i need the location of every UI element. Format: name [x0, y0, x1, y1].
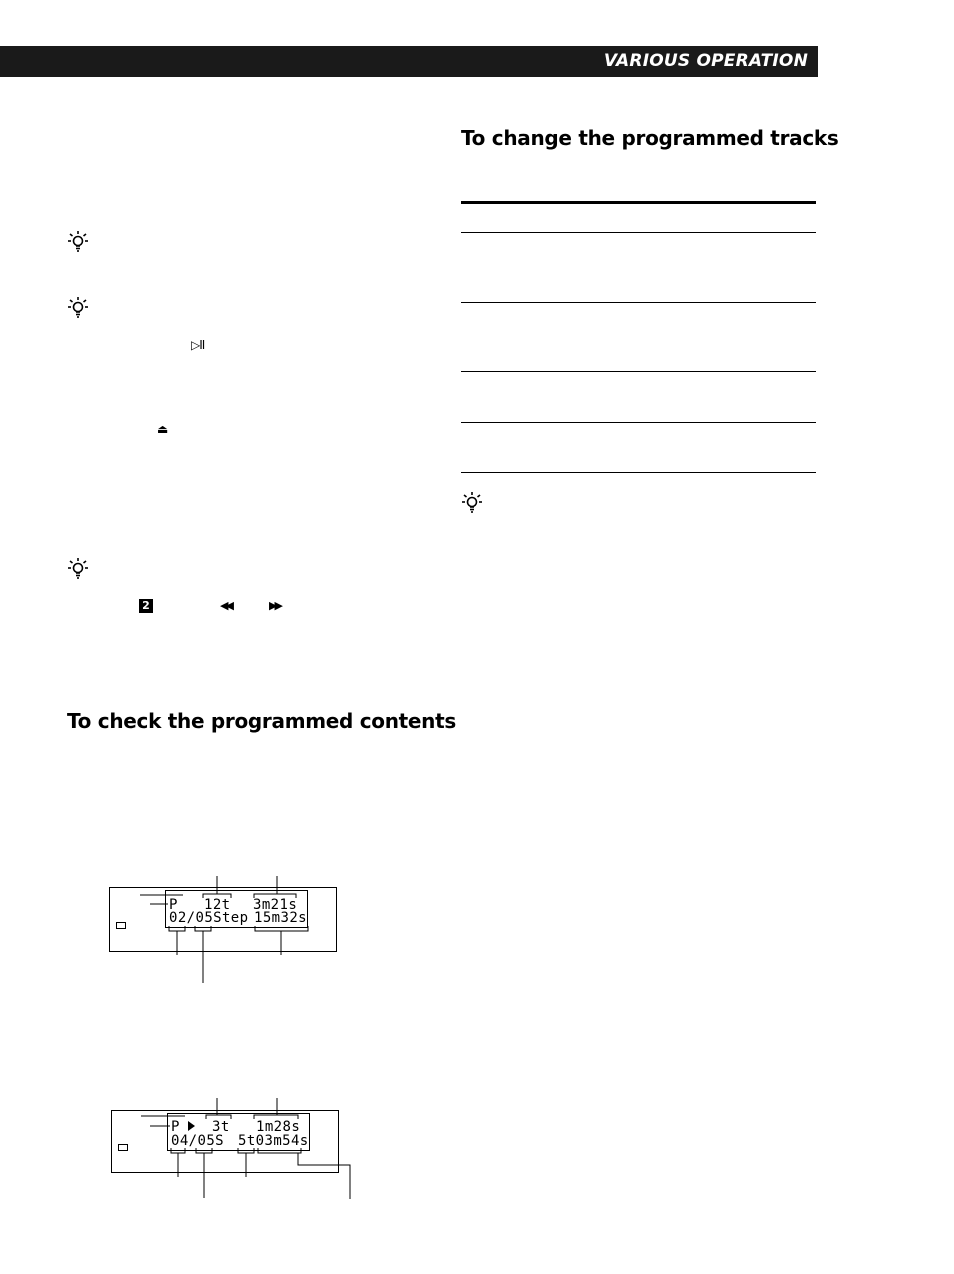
section-title-check-programmed-contents: To check the programmed contents — [67, 709, 456, 733]
lcd1-step: 02/05Step — [169, 910, 249, 926]
lcd2-mode: P — [171, 1119, 180, 1135]
lcd1-mode: P — [169, 897, 178, 913]
play-pause-icon: ▷II — [191, 338, 205, 352]
next-track-icon: ▶▶ — [269, 599, 280, 612]
previous-track-icon: ◀◀ — [220, 599, 231, 612]
lcd2-track: 3t — [212, 1119, 230, 1135]
section-title-change-programmed-tracks: To change the programmed tracks — [461, 126, 839, 150]
lcd2-step: 04/05S — [171, 1133, 224, 1149]
eject-icon: ⏏ — [157, 422, 169, 436]
lcd2-remaining: 5t03m54s — [238, 1133, 309, 1149]
lcd1-track: 12t — [204, 897, 231, 913]
header-title: VARIOUS OPERATION — [603, 51, 808, 71]
lcd1-total-time: 15m32s — [254, 910, 307, 926]
lcd2-time: 1m28s — [256, 1119, 301, 1135]
step-number-badge: 2 — [139, 599, 153, 613]
lcd1-time: 3m21s — [253, 897, 298, 913]
